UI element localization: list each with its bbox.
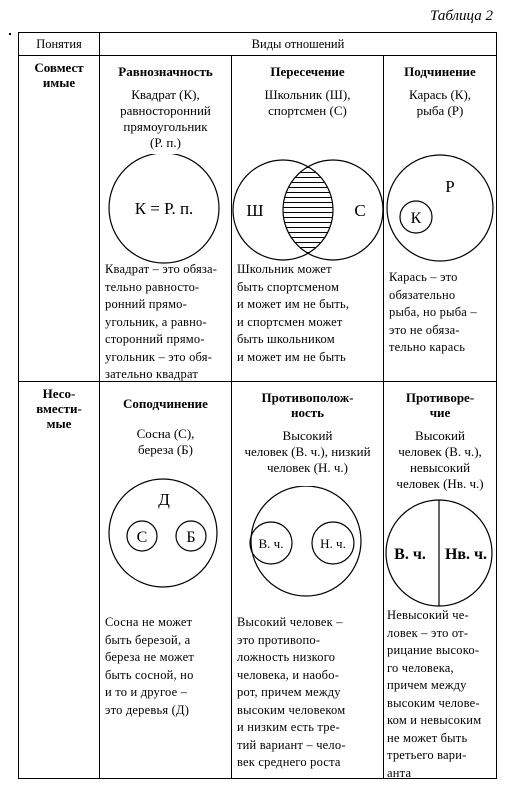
row-label-incompatible: Несо- вмести- мые — [19, 382, 100, 779]
cell-subordination — [384, 56, 497, 382]
inner-set-label: К — [410, 210, 422, 227]
relations-table — [18, 32, 497, 779]
coordination-diagram — [100, 476, 232, 596]
relation-terms: Квадрат (К), равносторонний прямоугольник (Р. п.) — [120, 87, 211, 150]
set-b-label: Н. ч. — [320, 536, 346, 551]
relation-description: Высокий человек – это противопо- ложность низкого человека, и наобо- рот, причем между высоким человеком и низким есть тре- тий вариант – чело- век среднего роста — [237, 615, 346, 769]
relation-terms: Высокий человек (В. ч.), низкий человек (Н. ч.) — [244, 428, 371, 475]
relation-description: Карась – это обязательно рыба, но рыба – это не обяза- тельно карась — [389, 270, 477, 354]
equivalence-label: К = Р. п. — [134, 199, 194, 218]
row-label-compatible: Совмест имые — [19, 56, 100, 382]
set-b-label: Нв. ч. — [444, 546, 488, 563]
relation-description: Сосна не может быть березой, а береза не может быть сосной, но и то и другое – это деревья (Д) — [105, 615, 194, 717]
relation-description: Школьник может быть спортсменом и может им не быть, и спортсмен может быть школьником и может им не быть — [237, 262, 350, 364]
set-left-label: Ш — [246, 201, 264, 220]
row-incompatible — [19, 382, 497, 779]
set-right-label: С — [354, 201, 366, 220]
set-a-label: С — [136, 529, 148, 546]
relation-terms: Высокий человек (В. ч.), невысокий человек (Нв. ч.) — [396, 428, 484, 491]
subordination-diagram — [384, 154, 497, 274]
relation-title: Противоре- чие — [405, 390, 475, 420]
row-compatible — [19, 56, 497, 382]
relation-terms: Сосна (С), береза (Б) — [136, 426, 195, 457]
cell-intersection — [232, 56, 384, 382]
header-concepts: Понятия — [19, 33, 100, 56]
relation-title: Равнозначность — [118, 64, 213, 79]
table-caption: Таблица 2 — [430, 8, 493, 24]
relation-terms: Школьник (Ш), спортсмен (С) — [264, 87, 351, 118]
relation-description: Невысокий че- ловек – это от- рицание высоко- го человека, причем между высоким челове- ком и невысоким не может быть третьего вари- анта — [387, 608, 482, 780]
outer-set-label: Д — [158, 490, 170, 509]
opposition-diagram — [232, 486, 384, 606]
scan-dot — [9, 33, 11, 35]
relation-description: Квадрат – это обяза- тельно равносто- ронний прямо- угольник, а равно- сторонний прямо- угольник – это обя- зательно квадрат — [105, 262, 218, 381]
relation-title: Подчинение — [404, 64, 476, 79]
relation-title: Соподчинение — [123, 396, 208, 411]
relation-title: Пересечение — [270, 64, 345, 79]
set-a-label: В. ч. — [258, 536, 284, 551]
outer-set-label: Р — [445, 177, 455, 196]
relation-terms: Карась (К), рыба (Р) — [408, 87, 472, 118]
header-relation-types: Виды отношений — [100, 33, 497, 56]
contradiction-diagram — [384, 492, 497, 618]
set-a-label: В. ч. — [394, 546, 426, 563]
cell-coordination — [100, 382, 232, 779]
header-row — [19, 33, 497, 56]
cell-contradiction — [384, 382, 497, 779]
relation-title: Противополож- ность — [261, 390, 354, 420]
set-b-label: Б — [186, 529, 196, 546]
cell-equivalence — [100, 56, 232, 382]
equivalence-diagram — [100, 154, 232, 274]
cell-opposition — [232, 382, 384, 779]
